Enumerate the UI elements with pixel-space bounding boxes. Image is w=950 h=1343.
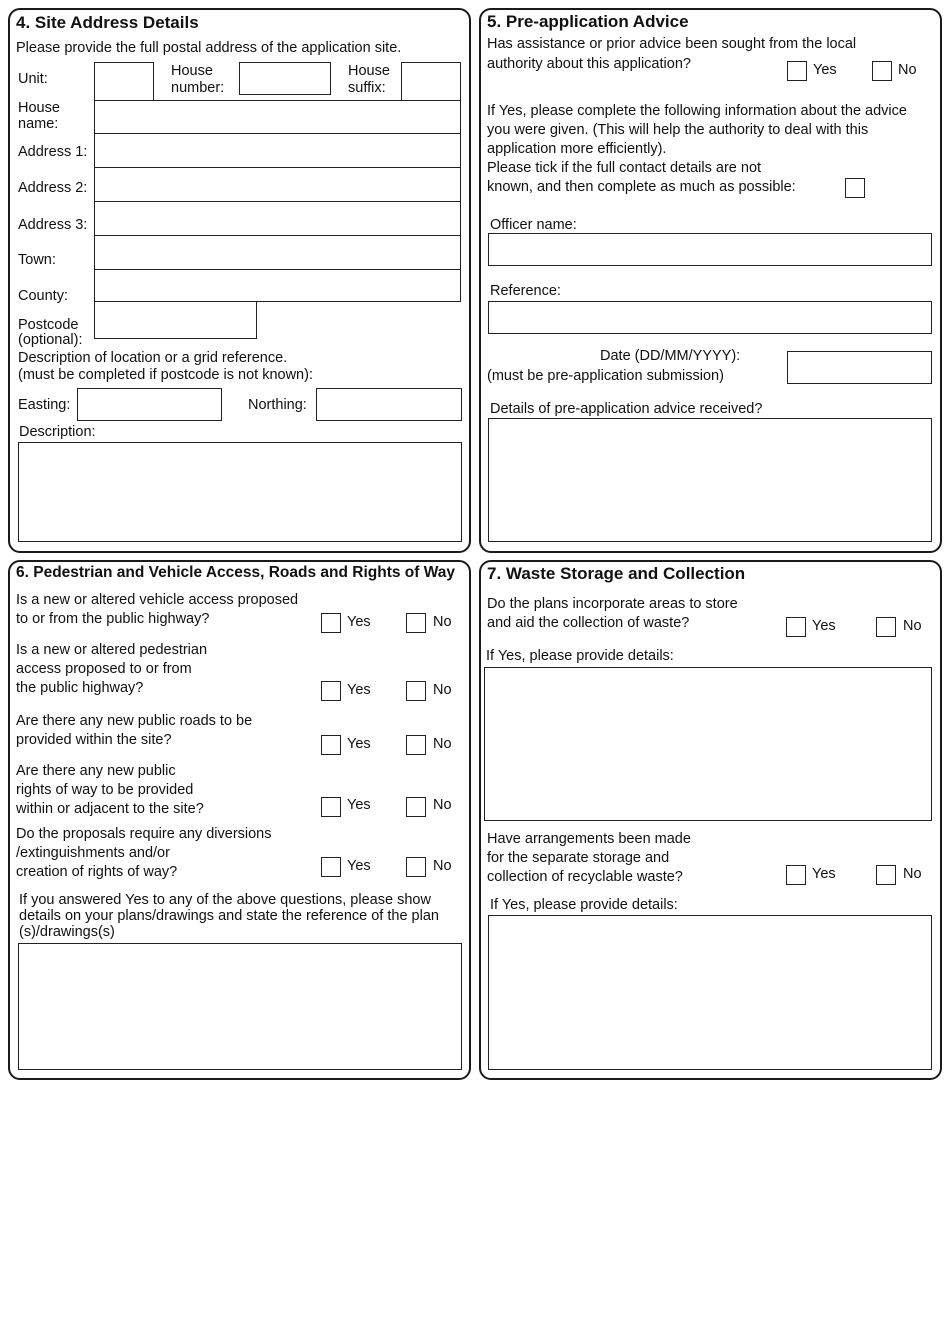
contact-unknown-line-2: known, and then complete as much as possible:: [487, 179, 796, 195]
house-number-label: House: [171, 63, 213, 79]
public-roads-no-checkbox[interactable]: [406, 735, 426, 755]
diversions-question-3: creation of rights of way?: [16, 864, 178, 880]
northing-input[interactable]: [316, 388, 462, 421]
recycling-yes-checkbox[interactable]: [786, 865, 806, 885]
description-label: Description:: [19, 424, 96, 440]
vehicle-access-yes-checkbox[interactable]: [321, 613, 341, 633]
house-suffix-input[interactable]: [401, 62, 461, 101]
waste-storage-yes-label: Yes: [812, 618, 836, 634]
address-1-input[interactable]: [94, 133, 461, 168]
town-label: Town:: [18, 252, 56, 268]
waste-storage-no-label: No: [903, 618, 922, 634]
pedestrian-access-no-label: No: [433, 682, 452, 698]
description-textarea[interactable]: [18, 442, 462, 542]
advice-yes-label: Yes: [813, 62, 837, 78]
house-name-label: House: [18, 100, 60, 116]
advice-question-line-2: authority about this application?: [487, 56, 691, 72]
vehicle-access-question: Is a new or altered vehicle access proposed: [16, 592, 299, 608]
section-5-title: 5. Pre-application Advice: [487, 12, 689, 31]
pedestrian-access-no-checkbox[interactable]: [406, 681, 426, 701]
section-4-title: 4. Site Address Details: [16, 13, 199, 32]
vehicle-access-no-label: No: [433, 614, 452, 630]
diversions-question: Do the proposals require any diversions: [16, 826, 272, 842]
plans-reference-textarea[interactable]: [18, 943, 462, 1070]
pedestrian-access-yes-checkbox[interactable]: [321, 681, 341, 701]
rights-of-way-no-checkbox[interactable]: [406, 797, 426, 817]
unit-label: Unit:: [18, 71, 48, 87]
recycling-no-checkbox[interactable]: [876, 865, 896, 885]
officer-name-label: Officer name:: [490, 217, 577, 233]
vehicle-access-yes-label: Yes: [347, 614, 371, 630]
pedestrian-access-question-3: the public highway?: [16, 680, 144, 696]
public-roads-question-2: provided within the site?: [16, 732, 172, 748]
date-label: Date (DD/MM/YYYY):: [600, 348, 741, 364]
advice-info-line-1: If Yes, please complete the following information about the advice: [487, 103, 907, 119]
vehicle-access-no-checkbox[interactable]: [406, 613, 426, 633]
rights-of-way-question: Are there any new public: [16, 763, 176, 779]
recycling-no-label: No: [903, 866, 922, 882]
location-description-heading: Description of location or a grid reference.: [18, 350, 288, 366]
northing-label: Northing:: [248, 397, 307, 413]
rights-of-way-question-3: within or adjacent to the site?: [16, 801, 204, 817]
address-3-input[interactable]: [94, 201, 461, 236]
advice-info-line-3: application more efficiently).: [487, 141, 667, 157]
advice-details-textarea[interactable]: [488, 418, 932, 542]
location-description-note: (must be completed if postcode is not known):: [18, 367, 313, 383]
date-input[interactable]: [787, 351, 932, 384]
waste-storage-question-2: and aid the collection of waste?: [487, 615, 690, 631]
house-number-input[interactable]: [239, 62, 331, 95]
section-7-title: 7. Waste Storage and Collection: [487, 564, 746, 583]
public-roads-no-label: No: [433, 736, 452, 752]
recycling-details-textarea[interactable]: [488, 915, 932, 1070]
recycling-question: Have arrangements been made: [487, 831, 691, 847]
house-name-label-2: name:: [18, 116, 59, 132]
address-2-input[interactable]: [94, 167, 461, 202]
county-input[interactable]: [94, 269, 461, 302]
advice-yes-checkbox[interactable]: [787, 61, 807, 81]
postcode-input[interactable]: [94, 301, 257, 339]
postcode-label: Postcode: [18, 317, 79, 333]
pedestrian-access-question: Is a new or altered pedestrian: [16, 642, 208, 658]
advice-info-line-2: you were given. (This will help the authority to deal with this: [487, 122, 869, 138]
contact-unknown-line-1: Please tick if the full contact details are not: [487, 160, 762, 176]
unit-input[interactable]: [94, 62, 154, 101]
waste-details-textarea[interactable]: [484, 667, 932, 821]
diversions-yes-label: Yes: [347, 858, 371, 874]
reference-input[interactable]: [488, 301, 932, 334]
reference-label: Reference:: [490, 283, 561, 299]
address-1-label: Address 1:: [18, 144, 88, 160]
easting-label: Easting:: [18, 397, 71, 413]
pedestrian-access-yes-label: Yes: [347, 682, 371, 698]
house-number-label-2: number:: [171, 80, 225, 96]
advice-details-label: Details of pre-application advice received?: [490, 401, 763, 417]
recycling-yes-label: Yes: [812, 866, 836, 882]
site-address-intro: Please provide the full postal address of the application site.: [16, 40, 402, 56]
address-2-label: Address 2:: [18, 180, 88, 196]
rights-of-way-no-label: No: [433, 797, 452, 813]
advice-question-line-1: Has assistance or prior advice been sought from the local: [487, 36, 857, 52]
rights-of-way-yes-checkbox[interactable]: [321, 797, 341, 817]
waste-storage-no-checkbox[interactable]: [876, 617, 896, 637]
waste-storage-yes-checkbox[interactable]: [786, 617, 806, 637]
waste-details-label: If Yes, please provide details:: [486, 648, 674, 664]
vehicle-access-question-2: to or from the public highway?: [16, 611, 210, 627]
recycling-details-label: If Yes, please provide details:: [490, 897, 678, 913]
recycling-question-3: collection of recyclable waste?: [487, 869, 683, 885]
diversions-question-2: /extinguishments and/or: [16, 845, 170, 861]
plans-reference-note-3: (s)/drawings(s): [19, 924, 115, 940]
county-label: County:: [18, 288, 68, 304]
house-name-input[interactable]: [94, 100, 461, 134]
easting-input[interactable]: [77, 388, 222, 421]
address-3-label: Address 3:: [18, 217, 88, 233]
advice-no-checkbox[interactable]: [872, 61, 892, 81]
plans-reference-note-2: details on your plans/drawings and state the reference of the plan: [19, 908, 439, 924]
recycling-question-2: for the separate storage and: [487, 850, 670, 866]
officer-name-input[interactable]: [488, 233, 932, 266]
public-roads-question: Are there any new public roads to be: [16, 713, 253, 729]
town-input[interactable]: [94, 235, 461, 270]
section-6-title: 6. Pedestrian and Vehicle Access, Roads and Rights of Way: [16, 564, 456, 581]
house-suffix-label-2: suffix:: [348, 80, 386, 96]
date-note: (must be pre-application submission): [487, 368, 724, 384]
waste-storage-question: Do the plans incorporate areas to store: [487, 596, 738, 612]
diversions-no-checkbox[interactable]: [406, 857, 426, 877]
contact-unknown-checkbox[interactable]: [845, 178, 865, 198]
public-roads-yes-label: Yes: [347, 736, 371, 752]
rights-of-way-question-2: rights of way to be provided: [16, 782, 194, 798]
rights-of-way-yes-label: Yes: [347, 797, 371, 813]
advice-no-label: No: [898, 62, 917, 78]
pedestrian-access-question-2: access proposed to or from: [16, 661, 192, 677]
public-roads-yes-checkbox[interactable]: [321, 735, 341, 755]
postcode-label-2: (optional):: [18, 332, 83, 348]
diversions-no-label: No: [433, 858, 452, 874]
plans-reference-note: If you answered Yes to any of the above questions, please show: [19, 892, 431, 908]
diversions-yes-checkbox[interactable]: [321, 857, 341, 877]
house-suffix-label: House: [348, 63, 390, 79]
